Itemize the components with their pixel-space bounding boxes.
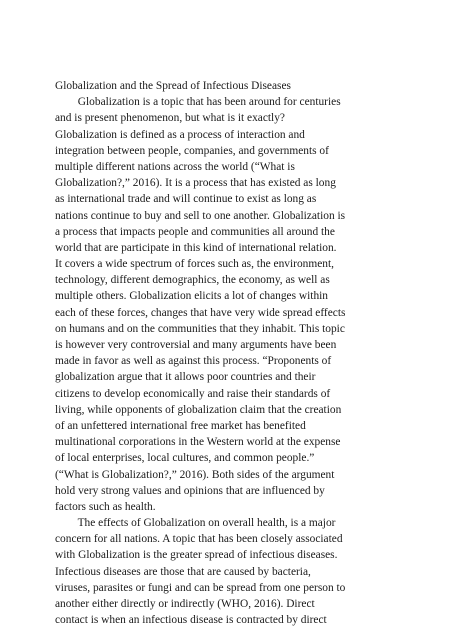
text-line: Globalization?,” 2016). It is a process that has existed as long bbox=[55, 177, 336, 190]
text-line: The effects of Globalization on overall health, is a major bbox=[55, 517, 336, 530]
text-line: multinational corporations in the Western world at the expense bbox=[55, 436, 341, 449]
text-line: of an unfettered international free market has benefited bbox=[55, 419, 306, 432]
text-line: Infectious diseases are those that are caused by bacteria, bbox=[55, 565, 311, 578]
text-line: on humans and on the communities that they inhabit. This topic bbox=[55, 322, 345, 335]
text-line: contact is when an infectious disease is contracted by direct bbox=[55, 614, 327, 627]
text-line: a process that impacts people and communities all around the bbox=[55, 225, 335, 238]
text-line: made in favor as well as against this process. “Proponents of bbox=[55, 355, 332, 368]
text-line: viruses, parasites or fungi and can be spread from one person to bbox=[55, 581, 346, 594]
text-line: (“What is Globalization?,” 2016). Both sides of the argument bbox=[55, 468, 335, 481]
text-line: as international trade and will continue to exist as long as bbox=[55, 193, 317, 206]
text-line: hold very strong values and opinions that are influenced by bbox=[55, 484, 325, 497]
text-line: each of these forces, changes that have very wide spread effects bbox=[55, 306, 346, 319]
text-line: technology, different demographics, the economy, as well as bbox=[55, 274, 330, 287]
text-line: globalization argue that it allows poor countries and their bbox=[55, 371, 316, 384]
text-line: multiple different nations across the world (“What is bbox=[55, 160, 295, 173]
text-line: integration between people, companies, and governments of bbox=[55, 144, 329, 157]
text-line: It covers a wide spectrum of forces such as, the environment, bbox=[55, 258, 334, 271]
text-line: and is present phenomenon, but what is it exactly? bbox=[55, 112, 285, 125]
text-line: Globalization is defined as a process of interaction and bbox=[55, 128, 305, 141]
text-line: factors such as health. bbox=[55, 500, 156, 513]
text-line: another either directly or indirectly (WHO, 2016). Direct bbox=[55, 598, 315, 610]
text-line: multiple others. Globalization elicits a lot of changes within bbox=[55, 290, 328, 303]
document-body bbox=[55, 78, 400, 628]
document-title: Globalization and the Spread of Infectious Diseases bbox=[55, 80, 291, 92]
text-line: living, while opponents of globalization claim that the creation bbox=[55, 403, 342, 416]
text-line: of local enterprises, local cultures, and common people.” bbox=[55, 452, 315, 465]
text-line: world that are participate in this kind of international relation. bbox=[55, 241, 337, 254]
text-line: concern for all nations. A topic that has been closely associated bbox=[55, 533, 343, 546]
text-line: citizens to develop economically and raise their standards of bbox=[55, 387, 331, 400]
text-line: with Globalization is the greater spread of infectious diseases. bbox=[55, 549, 338, 562]
text-line: Globalization is a topic that has been around for centuries bbox=[55, 96, 341, 109]
text-line: nations continue to buy and sell to one another. Globalization is bbox=[55, 209, 346, 222]
text-line: is however very controversial and many arguments have been bbox=[55, 339, 337, 351]
